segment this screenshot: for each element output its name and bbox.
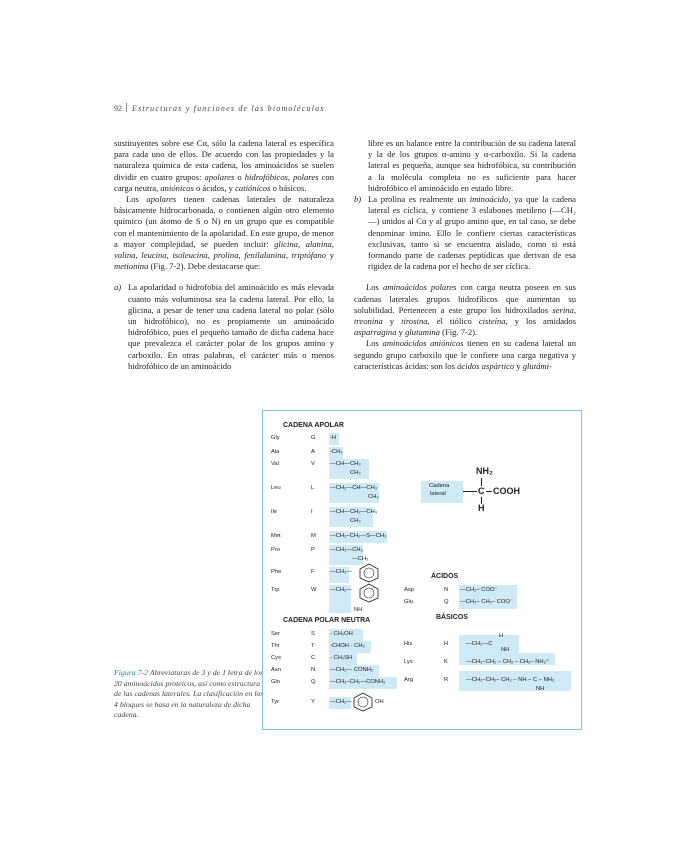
figure-caption-text: Abreviaturas de 3 y de 1 letra de los 20 aminoácidos proteicos, así como estructura de las cadenas laterales. La clasificación en los 4 bloques se basa en la naturaleza de dicha cadena. — [114, 668, 264, 720]
side-chain-sub-ile: CH₃ — [350, 518, 361, 524]
emphasis-text: catiónicos — [235, 182, 271, 193]
side-chain-ser: - CH₂OH — [330, 631, 353, 637]
right-column — [354, 138, 576, 372]
side-chain-ala: -CH₃ — [330, 449, 343, 455]
emphasis-text: glutámi- — [522, 360, 552, 371]
aa-one-letter-leu: L — [311, 485, 315, 491]
indole-ring-icon — [358, 583, 380, 603]
lateral-label-2: lateral — [430, 491, 446, 497]
aa-three-letter-met: Met — [271, 533, 281, 539]
side-chain-leu: —CH₂—CH—CH₃ — [330, 485, 378, 491]
emphasis-text: aminoácidos polares — [382, 282, 457, 293]
text-run: , el tiólico — [427, 316, 479, 327]
aa-three-letter-asn: Asn — [271, 667, 281, 673]
side-chain-his: —CH₂—C — [466, 641, 493, 647]
side-chain-sub-leu: CH₃ — [368, 494, 379, 500]
emphasis-text: hidrofóbicos, — [244, 171, 290, 182]
text-run: o ácidos, y — [193, 182, 236, 193]
alpha-hydrogen: H — [478, 503, 485, 513]
apolar-title: CADENA APOLAR — [283, 422, 344, 429]
aa-three-letter-lys: Lys — [404, 659, 413, 665]
aa-one-letter-arg: R — [444, 677, 449, 683]
figure-label: Figura 7-2 — [114, 668, 149, 677]
aa-three-letter-phe: Phe — [271, 569, 282, 575]
aa-three-letter-gly: Gly — [271, 435, 280, 441]
aa-three-letter-glu: Glu — [404, 599, 414, 605]
aa-one-letter-ile: I — [311, 509, 313, 515]
side-chain-sub-val: CH₃ — [350, 470, 361, 476]
emphasis-text: asparragina — [354, 327, 397, 338]
text-run: sustituyentes sobre ese Cα, sólo la cadena lateral es específica para cada uno de ellos. De acuerdo con las propiedades y la naturaleza química de esta cadena, los aminoácidos se suelen dividir en cuatro grupos: — [114, 138, 334, 182]
emphasis-text: serina, treonina — [354, 304, 576, 327]
side-chain-asp: —CH₂– COO⁻ — [460, 587, 498, 593]
aa-three-letter-ile: Ile — [271, 509, 278, 515]
text-run: con carga neutra poseen en sus cadenas laterales grupos hidrofílicos que aumentan su solubilidad. Pertenecen a este grupo los hidroxilados — [354, 282, 576, 315]
aa-three-letter-val: Val — [271, 461, 279, 467]
emphasis-text: aniónicos — [160, 182, 194, 193]
text-run: y — [396, 327, 406, 338]
side-chain-lys: —CH₂–CH₂ – CH₂ – CH₂– NH₂⁺ — [466, 659, 549, 665]
paragraph-apolares — [114, 194, 334, 272]
aa-one-letter-ser: S — [311, 631, 315, 637]
side-chain-sub-trp: NH — [354, 607, 363, 613]
aa-three-letter-ala: Ala — [271, 449, 280, 455]
side-chain-ile: —CH—CH₂—CH₃ — [330, 509, 378, 515]
aa-one-letter-tyr: Y — [311, 699, 315, 705]
side-chain-arg: —CH₂–CH₂– CH₂ – NH – C – NH₂ — [466, 677, 555, 683]
list-label-a: a) — [114, 282, 122, 293]
text-run: , y los amidados — [505, 316, 576, 327]
text-run: o — [234, 171, 245, 182]
text-run: Los — [366, 282, 383, 293]
aa-one-letter-cys: C — [311, 655, 316, 661]
emphasis-text: apolares — [146, 194, 177, 205]
text-run: y — [326, 250, 335, 261]
emphasis-text: aminoácidos aniónicos — [382, 338, 464, 349]
aa-three-letter-arg: Arg — [404, 677, 414, 683]
alpha-carbon: C — [478, 486, 485, 496]
text-run: y — [382, 316, 402, 327]
aa-one-letter-lys: K — [444, 659, 448, 665]
text-run: La apolaridad o hidrofobia del aminoácido es más elevada cuanto más voluminosa sea la cadena lateral. Por ello, la glicina, a pesar de tener una cadena lateral no polar (sólo un hidrofóbico), no es propiamente un aminoácido hidrofóbico, pues el pequeño tamaño de dicha cadena hace que prevalezca el carácter polar de los grupos amino y carboxilo. En otras palabras, el carácter más o menos hidrofóbico de un aminoácido — [128, 282, 334, 371]
side-chain-met: —CH₂–CH₂—S—CH₃ — [330, 533, 387, 539]
aa-three-letter-his: His — [404, 641, 413, 647]
text-run: Los — [126, 194, 147, 205]
text-run: tienen cadenas laterales de naturaleza básicamente hidrocarbonada, o contienen algún otro elemento químico (un átomo de S o N) en un grupo que es compatible con el mantenimiento de la apolaridad. En este grupo, de menor a mayor complejidad, se pueden incluir: — [114, 194, 334, 249]
text-run: (Fig. 7-2). Debe destacarse que: — [148, 261, 261, 272]
list-item-b — [354, 194, 576, 272]
aa-three-letter-tyr: Tyr — [271, 699, 280, 705]
aa-one-letter-thr: T — [311, 643, 315, 649]
left-column — [114, 138, 334, 372]
emphasis-text: metionina — [114, 261, 149, 272]
amino-acid-figure — [262, 410, 582, 730]
aa-one-letter-asn: N — [311, 667, 316, 673]
list-text-a-continued — [368, 138, 576, 194]
aa-one-letter-gly: G — [311, 435, 316, 441]
list-label-b: b) — [354, 194, 362, 205]
aa-one-letter-met: M — [311, 533, 316, 539]
list-item-a-continued — [354, 138, 576, 194]
header-divider — [126, 103, 127, 112]
benzene-ring-icon — [358, 563, 380, 583]
lateral-label-1: Cadena — [429, 483, 450, 489]
phenol-ring-icon — [352, 692, 374, 712]
polar-title: CADENA POLAR NEUTRA — [283, 617, 371, 624]
text-run: La prolina es realmente un — [368, 194, 470, 205]
text-run: y — [514, 360, 523, 371]
aa-one-letter-asp: N — [444, 587, 449, 593]
emphasis-text: apolares — [204, 171, 235, 182]
emphasis-text: glutamina — [405, 327, 440, 338]
side-chain-gln: —CH₂–CH₂—CONH₂ — [330, 679, 386, 685]
text-run: o básicos. — [270, 182, 307, 193]
bond-line — [463, 491, 477, 492]
nh2-group: NH₂ — [476, 466, 493, 476]
running-title: Estructuras y funciones de las biomoléculas — [132, 104, 325, 113]
basic-title: BÁSICOS — [436, 614, 468, 621]
side-chain-gly: -H — [330, 435, 337, 441]
emphasis-text: tirosina — [401, 316, 428, 327]
side-chain-asn: —CH₂— CONH₂ — [330, 667, 374, 673]
aa-three-letter-trp: Trp — [271, 587, 280, 593]
aa-one-letter-phe: F — [311, 569, 315, 575]
emphasis-text: cisteína — [478, 316, 506, 327]
list-text-a — [128, 282, 334, 372]
aa-one-letter-trp: W — [311, 587, 317, 593]
side-chain-sub2-his: H — [499, 633, 504, 639]
aa-one-letter-gln: Q — [311, 679, 316, 685]
side-chain-sub-tyr: OH — [375, 699, 384, 705]
emphasis-text: ácidos aspártico — [457, 360, 515, 371]
text-run: , ya que la cadena lateral es cíclica, y contiene 3 eslabones metileno (—CH₂—) unidos al Cα y al grupo amino que, en tal caso, se debe denominar imino. Ello le confiere ciertas características exclusivas, tanto si se encuentra aislado, como si está formando parte de cadenas peptídicas que derivan de esa rigidez de la cadena por el hecho de ser cíclica. — [368, 194, 576, 272]
acid-title: ÁCIDOS — [431, 573, 459, 580]
aa-one-letter-pro: P — [311, 547, 315, 553]
aa-one-letter-his: H — [444, 641, 449, 647]
side-chain-trp: —CH₂— — [330, 587, 353, 593]
emphasis-text: iminoácido — [469, 194, 509, 205]
text-run: con carga neutra, — [114, 171, 334, 193]
running-header — [114, 103, 325, 113]
side-chain-tyr: —CH₂— — [330, 699, 353, 705]
text-run: Los — [366, 338, 383, 349]
paragraph-anionicos — [354, 338, 576, 372]
aa-three-letter-gln: Gln — [271, 679, 281, 685]
text-run: tienen en su cadena lateral un segundo grupo carboxilo que le confiere una carga negativa y características ácidas: son los — [354, 338, 576, 371]
aa-three-letter-leu: Leu — [271, 485, 281, 491]
emphasis-text: polares — [293, 171, 319, 182]
cooh-group: COOH — [493, 486, 520, 496]
aa-three-letter-thr: Thr — [271, 643, 280, 649]
side-chain-phe: —CH₂— — [330, 569, 353, 575]
aa-one-letter-glu: Q — [444, 599, 449, 605]
list-item-a — [114, 282, 334, 372]
side-chain-glu: —CH₂– CH₂– COO⁻ — [460, 599, 513, 605]
text-run: (Fig. 7-2). — [439, 327, 478, 338]
side-chain-sub-arg: NH — [536, 686, 545, 692]
emphasis-text: glicina, alanina, valina, leucina, isoleucina, prolina, fenilalanina, triptófano — [114, 238, 334, 261]
figure-caption — [114, 668, 264, 721]
aa-three-letter-asp: Asp — [404, 587, 414, 593]
aa-one-letter-val: V — [311, 461, 315, 467]
side-chain-sub-pro: —CH₂ — [352, 556, 369, 562]
text-run: libre es un balance entre la contribución de su cadena lateral y la de los grupos α-amino y α-carboxilo. Si la cadena lateral es pequeña, aunque sea hidrofóbica, su contribución a la molécula completa no es suficiente para hacer hidrofóbico el aminoácido en estado libre. — [368, 138, 576, 193]
side-chain-val: —CH—CH₃ — [330, 461, 361, 467]
side-chain-thr: -CHOH - CH₃ — [330, 643, 365, 649]
aa-three-letter-cys: Cys — [271, 655, 281, 661]
aa-three-letter-pro: Pro — [271, 547, 281, 553]
aa-one-letter-ala: A — [311, 449, 315, 455]
aa-three-letter-ser: Ser — [271, 631, 281, 637]
side-chain-pro: —CH₂—CH₂ — [330, 547, 363, 553]
paragraph-groups — [114, 138, 334, 194]
side-chain-cys: - CH₂SH — [330, 655, 353, 661]
paragraph-polares — [354, 282, 576, 338]
page-number: 92 — [114, 104, 122, 113]
side-chain-sub-his: NH — [501, 647, 510, 653]
list-text-b — [368, 194, 576, 272]
